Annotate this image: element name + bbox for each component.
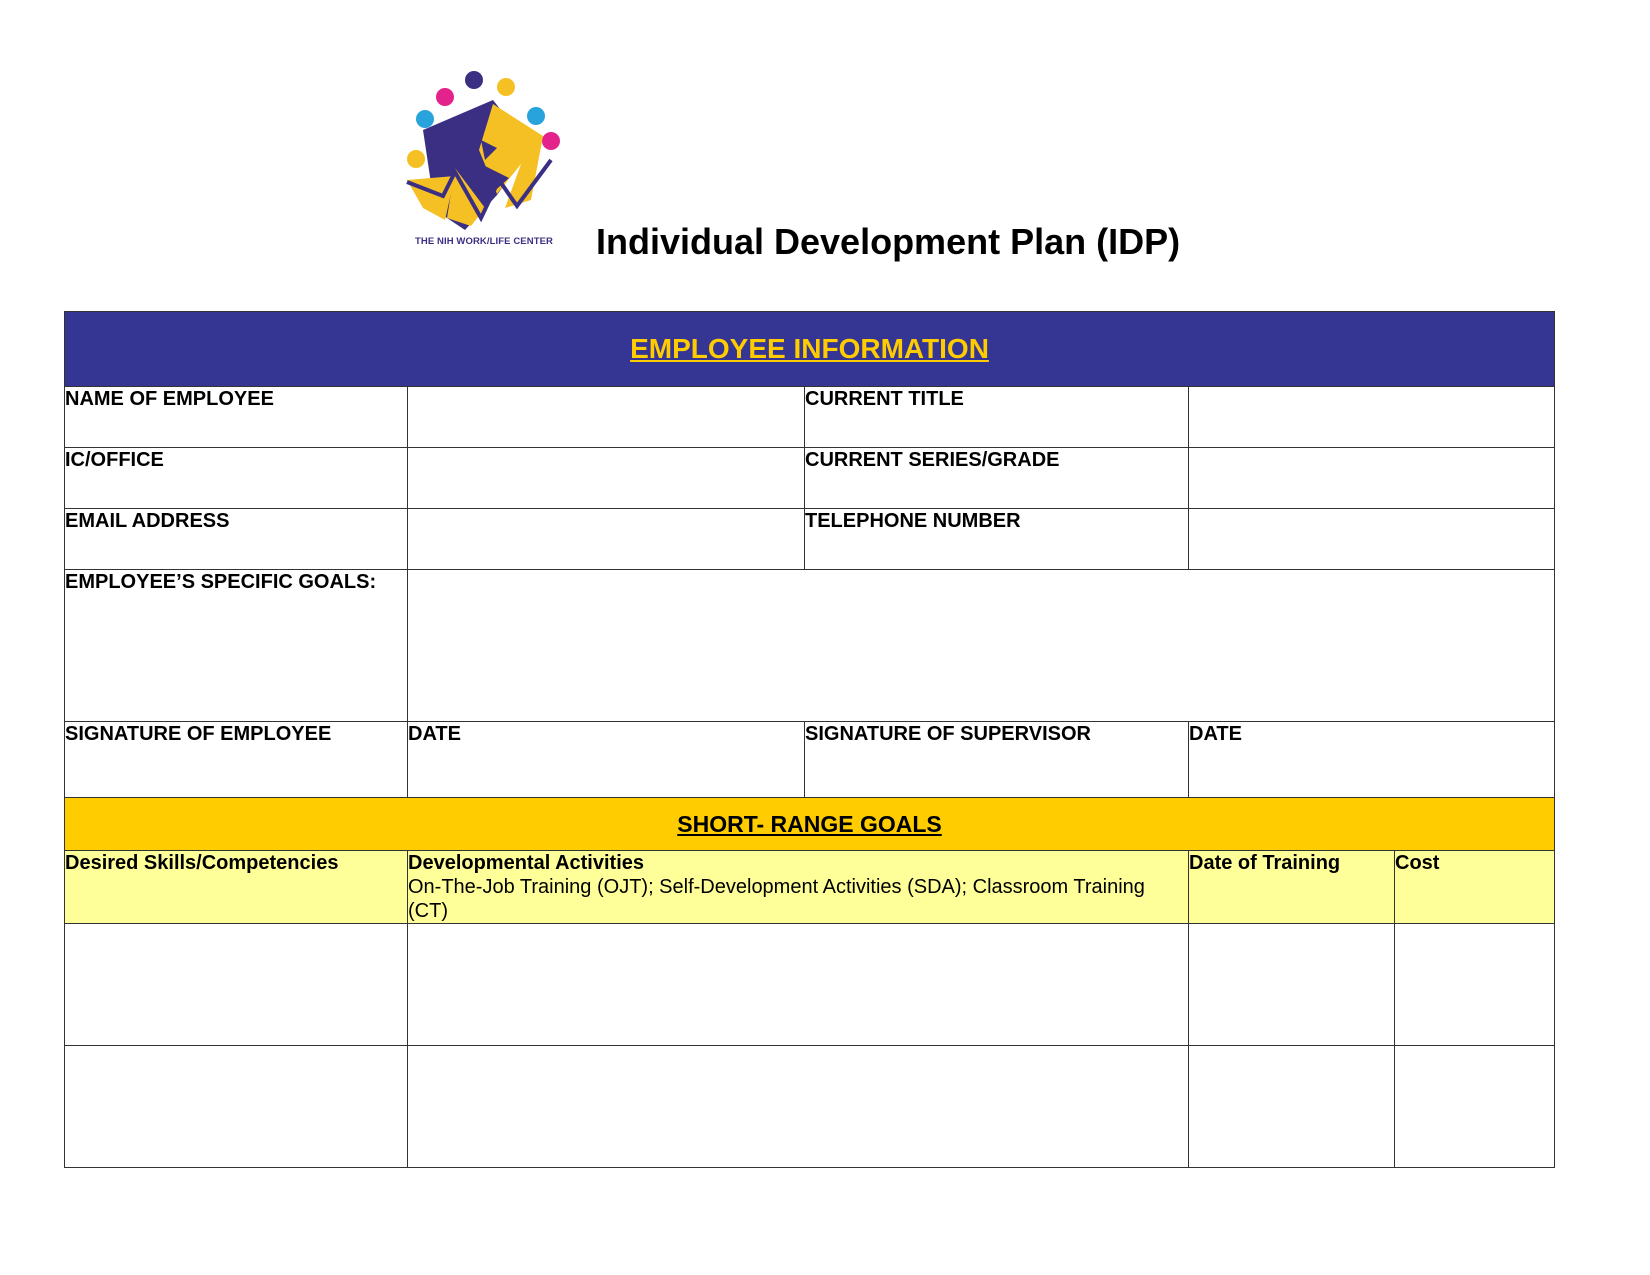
desired-skills-header: Desired Skills/Competencies (65, 851, 408, 924)
specific-goals-row (65, 570, 1555, 722)
short-range-goals-header (65, 798, 1555, 851)
office-grade-row (65, 448, 1555, 509)
telephone-number-label: TELEPHONE NUMBER (805, 509, 1189, 570)
employee-specific-goals-label: EMPLOYEE’S SPECIFIC GOALS: (65, 570, 408, 722)
email-address-label: EMAIL ADDRESS (65, 509, 408, 570)
cost-header: Cost (1395, 851, 1555, 924)
developmental-activities-subtitle: On-The-Job Training (OJT); Self-Development Activities (SDA); Classroom Training (CT) (408, 876, 1145, 922)
signature-row (65, 722, 1555, 798)
employee-specific-goals-field[interactable] (408, 570, 1555, 722)
activities-cell[interactable] (408, 924, 1189, 1046)
employee-information-header (65, 312, 1555, 387)
email-address-field[interactable] (408, 509, 805, 570)
current-title-field[interactable] (1189, 387, 1555, 448)
table-row (65, 1046, 1555, 1168)
table-row (65, 924, 1555, 1046)
ic-office-field[interactable] (408, 448, 805, 509)
short-range-goals-title: SHORT- RANGE GOALS (677, 810, 942, 837)
current-series-grade-field[interactable] (1189, 448, 1555, 509)
name-of-employee-label: NAME OF EMPLOYEE (65, 387, 408, 448)
email-telephone-row (65, 509, 1555, 570)
name-title-row (65, 387, 1555, 448)
employee-information-title: EMPLOYEE INFORMATION (630, 333, 989, 364)
date-of-training-header: Date of Training (1189, 851, 1395, 924)
current-title-label: CURRENT TITLE (805, 387, 1189, 448)
developmental-activities-title: Developmental Activities (408, 852, 645, 874)
supervisor-date-label[interactable]: DATE (1189, 722, 1555, 798)
date-of-training-cell[interactable] (1189, 1046, 1395, 1168)
cost-cell[interactable] (1395, 1046, 1555, 1168)
signature-of-supervisor-label[interactable]: SIGNATURE OF SUPERVISOR (805, 722, 1189, 798)
current-series-grade-label: CURRENT SERIES/GRADE (805, 448, 1189, 509)
ic-office-label: IC/OFFICE (65, 448, 408, 509)
skills-cell[interactable] (65, 924, 408, 1046)
logo-graphic-icon (393, 68, 573, 233)
skills-cell[interactable] (65, 1046, 408, 1168)
developmental-activities-header (408, 851, 1189, 924)
idp-form-table (64, 311, 1555, 1168)
signature-of-employee-label[interactable]: SIGNATURE OF EMPLOYEE (65, 722, 408, 798)
document-title: Individual Development Plan (IDP) (596, 221, 1181, 262)
nih-work-life-center-logo (393, 68, 573, 258)
short-range-goals-header-row (65, 798, 1555, 851)
telephone-number-field[interactable] (1189, 509, 1555, 570)
date-of-training-cell[interactable] (1189, 924, 1395, 1046)
employee-date-label[interactable]: DATE (408, 722, 805, 798)
activities-cell[interactable] (408, 1046, 1189, 1168)
short-range-column-headers (65, 851, 1555, 924)
logo-caption: THE NIH WORK/LIFE CENTER (414, 236, 554, 247)
employee-information-header-row (65, 312, 1555, 387)
name-of-employee-field[interactable] (408, 387, 805, 448)
cost-cell[interactable] (1395, 924, 1555, 1046)
